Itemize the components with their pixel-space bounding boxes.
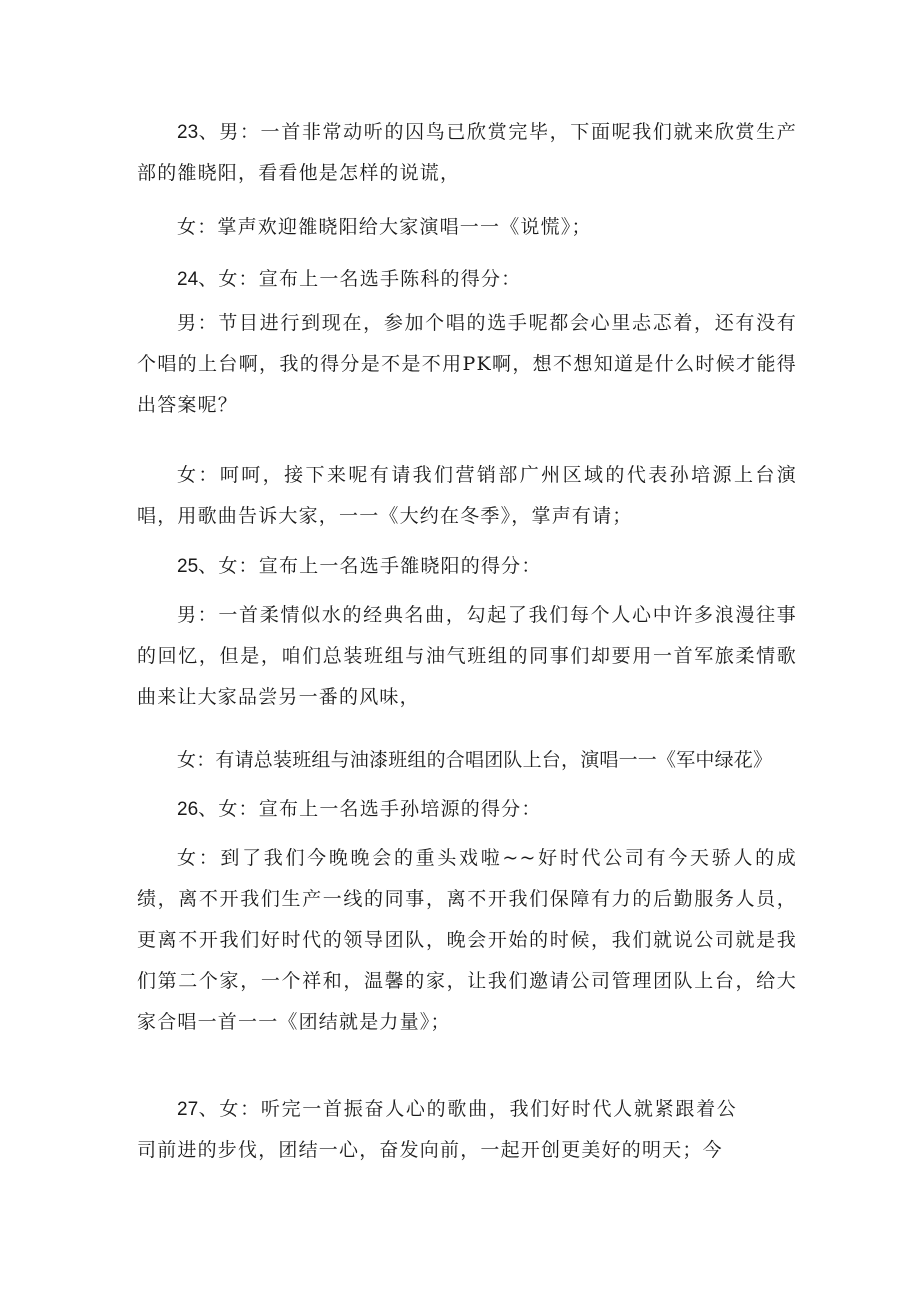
paragraph-text: 男：节目进行到现在，参加个唱的选手呢都会心里忐忑着，还有没有个唱的上台啊，我的得分是不是不用PK啊，想不想知道是什么时候才能得出答案呢？: [137, 312, 797, 416]
paragraph-text: 、女：宣布上一名选手雒晓阳的得分：: [198, 555, 542, 577]
paragraph-sun-peiyuan: [137, 455, 797, 537]
paragraph-management-team: [137, 838, 797, 1043]
paragraph-number: 26: [177, 799, 199, 820]
paragraph-text: 女：到了我们今晚晚会的重头戏啦~~好时代公司有今天骄人的成绩，离不开我们生产一线的同事，离不开我们保障有力的后勤服务人员，更离不开我们好时代的领导团队，晚会开始的时候，我们就说公司就是我们第二个家，一个祥和，温馨的家，让我们邀请公司管理团队上台，给大家合唱一首一一《团结就是力量》；: [137, 847, 797, 1033]
paragraph-26: [137, 789, 797, 830]
paragraph-number: 24: [177, 269, 199, 290]
paragraph-text: 男：一首柔情似水的经典名曲，勾起了我们每个人心中许多浪漫往事的回忆，但是，咱们总装班组与油气班组的同事们却要用一首军旅柔情歌曲来让大家品尝另一番的风味，: [137, 604, 797, 708]
paragraph-military-song: [137, 595, 797, 718]
paragraph-text: 女：呵呵，接下来呢有请我们营销部广州区域的代表孙培源上台演唱，用歌曲告诉大家，一一《大约在冬季》，掌声有请；: [137, 464, 797, 527]
paragraph-text: 、女：宣布上一名选手孙培源的得分：: [198, 798, 542, 820]
paragraph-text: 、女：宣布上一名选手陈科的得分：: [198, 268, 522, 290]
paragraph-pk-question: [137, 303, 797, 426]
paragraph-25: [137, 546, 797, 587]
paragraph-chorus-invite: [137, 740, 797, 781]
paragraph-number: 25: [177, 556, 199, 577]
paragraph-text: 、女：听完一首振奋人心的歌曲，我们好时代人就紧跟着公司前进的步伐，团结一心，奋发向前，一起开创更美好的明天；今: [137, 1098, 737, 1161]
paragraph-23: [137, 112, 797, 194]
paragraph-text: 女：掌声欢迎雒晓阳给大家演唱一一《说慌》；: [177, 216, 592, 238]
paragraph-number: 27: [177, 1099, 199, 1120]
paragraph-number: 23: [177, 122, 199, 143]
paragraph-applause-luo: [137, 207, 797, 248]
paragraph-27: [137, 1089, 737, 1171]
paragraph-24: [137, 259, 797, 300]
paragraph-text: 女：有请总装班组与油漆班组的合唱团队上台，演唱一一《军中绿花》: [177, 749, 773, 771]
paragraph-text: 、男：一首非常动听的囚鸟已欣赏完毕，下面呢我们就来欣赏生产部的雒晓阳，看看他是怎样的说谎，: [137, 121, 797, 184]
